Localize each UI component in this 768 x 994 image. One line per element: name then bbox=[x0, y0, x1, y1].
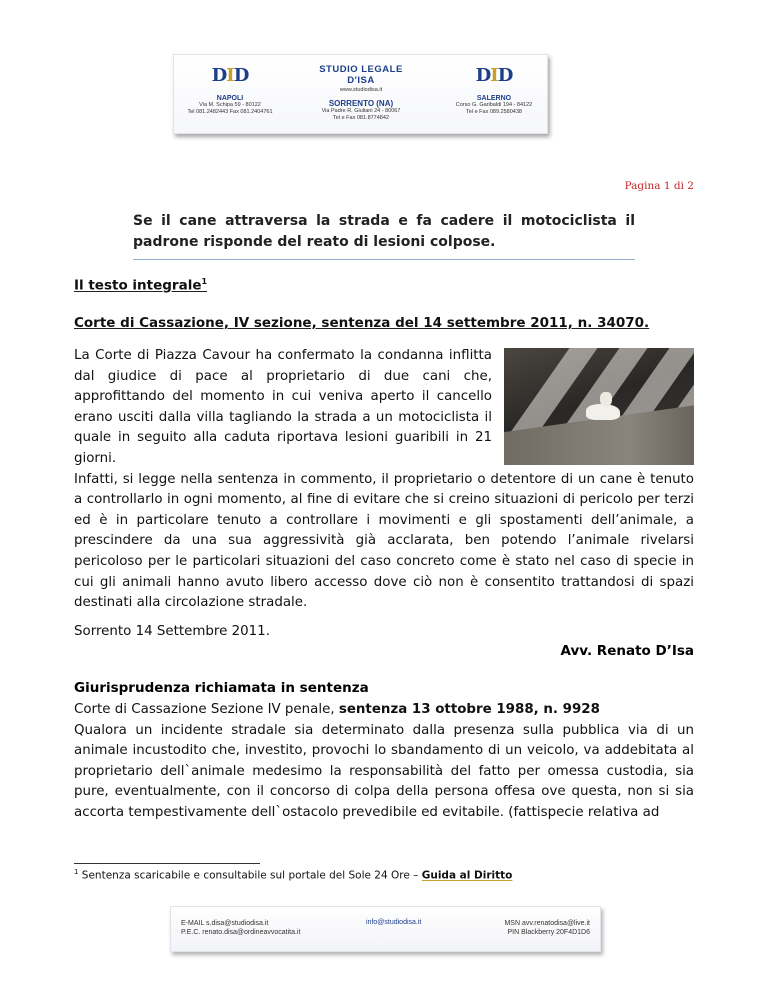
studio-logo-left: DID bbox=[211, 65, 249, 86]
paragraph-1: La Corte di Piazza Cavour ha confermato la condanna inflitta dal giudice di pace al proprietario di due cani che, approfittando del momento in cui veniva aperto il cancello erano usciti dalla villa tagliando la strada a un motociclista il quale in seguito alla caduta riportava lesioni guaribili in 21 giorni. bbox=[74, 348, 492, 466]
office-napoli bbox=[180, 55, 280, 116]
letterhead bbox=[173, 54, 548, 134]
jurisprudence-text: Qualora un incidente stradale sia determinato dalla presenza sulla pubblica via di un animale incustodito che, investito, provochi lo sbandamento di un veicolo, va addebitata al proprietario dell`animale medesimo la responsabilità del fatto per omessa custodia, sia pure, eventualmente, con il concorso di colpa della persona offesa ove questa, non si sia accorta tempestivamente dell`ostacolo prevedibile ed evitabile. (fattispecie relativa ad bbox=[74, 722, 694, 820]
signature-name: Avv. Renato D’Isa bbox=[560, 643, 694, 659]
footer-contacts-right bbox=[504, 919, 590, 937]
brand-name-2: D'ISA bbox=[347, 75, 375, 86]
footnote-rule bbox=[74, 863, 260, 864]
page-number: Pagina 1 di 2 bbox=[624, 180, 694, 192]
heading-full-text[interactable]: Il testo integrale$^1$ bbox=[74, 277, 208, 294]
sign-place-date: Sorrento 14 Settembre 2011. bbox=[74, 624, 270, 639]
jurisprudence-reference: Corte di Cassazione Sezione IV penale, sentenza 13 ottobre 1988, n. 9928 bbox=[74, 702, 600, 717]
footnote: $^1$ Sentenza scaricabile e consultabile sul portale del Sole 24 Ore – Guida al Diritto bbox=[74, 868, 513, 882]
main-article bbox=[74, 346, 694, 614]
footer-pin: PIN Blackberry 20F4D1D6 bbox=[507, 929, 590, 936]
jurisprudence-section bbox=[74, 700, 694, 824]
jurisprudence-heading: Giurisprudenza richiamata in sentenza bbox=[74, 680, 369, 696]
footer-info-email: info@studiodisa.it bbox=[366, 919, 422, 926]
footer-contacts-left bbox=[181, 919, 300, 937]
heading-ruling-link[interactable]: Corte di Cassazione, IV sezione, sentenza del 14 settembre 2011, n. 34070. bbox=[74, 315, 650, 331]
letterhead-footer bbox=[170, 906, 601, 952]
office-city: SALERNO bbox=[476, 95, 512, 102]
office-phone: Tel e Fax 089.2580438 bbox=[466, 109, 522, 115]
office-city: SORRENTO (NA) bbox=[328, 99, 394, 108]
office-address: Corso G. Garibaldi 194 - 84122 bbox=[455, 102, 533, 108]
office-phone: Tel 081.2482443 Fax 081.2404761 bbox=[187, 109, 273, 115]
dog-photo bbox=[504, 348, 694, 465]
office-sorrento bbox=[306, 55, 416, 122]
paragraph-2: Infatti, si legge nella sentenza in commento, il proprietario o detentore di un cane è tenuto a controllarlo in ogni momento, al fine di evitare che si creino situazioni di pericolo per terzi ed è in particolare tenuto a controllare i movimenti e gli spostamenti dell’animale, a prescindere da una sua aggressività già acclarata, ben potendo l’animale rivelarsi pericoloso per le particolari situazioni del caso concreto come è stato nel caso di specie in cui gli animali hanno avuto libero accesso dove ciò non è consentito trattandosi di spazi destinati alla circolazione stradale. bbox=[74, 471, 694, 611]
brand-name: STUDIO LEGALE bbox=[319, 64, 403, 75]
office-address: Via Padre R. Giuliani 24 - 80067 bbox=[321, 108, 401, 114]
website: www.studiodisa.it bbox=[339, 87, 383, 93]
studio-logo-right: DID bbox=[475, 65, 513, 86]
guida-al-diritto-link[interactable]: Guida al Diritto bbox=[421, 869, 513, 882]
office-address: Via M. Schipa 59 - 80122 bbox=[199, 102, 261, 108]
footer-pec: P.E.C. renato.disa@ordineavvocatita.it bbox=[181, 929, 301, 936]
office-city: NAPOLI bbox=[216, 95, 244, 102]
office-phone: Tel e Fax 081.8774842 bbox=[333, 115, 389, 121]
footnote-ref[interactable]: 1 bbox=[201, 277, 208, 286]
footer-email: E-MAIL s.disa@studiodisa.it bbox=[181, 920, 269, 927]
footer-msn: MSN avv.renatodisa@live.it bbox=[504, 920, 590, 927]
document-title: Se il cane attraversa la strada e fa cadere il motociclista il padrone risponde del reato di lesioni colpose. bbox=[133, 211, 635, 260]
office-salerno bbox=[444, 55, 544, 116]
